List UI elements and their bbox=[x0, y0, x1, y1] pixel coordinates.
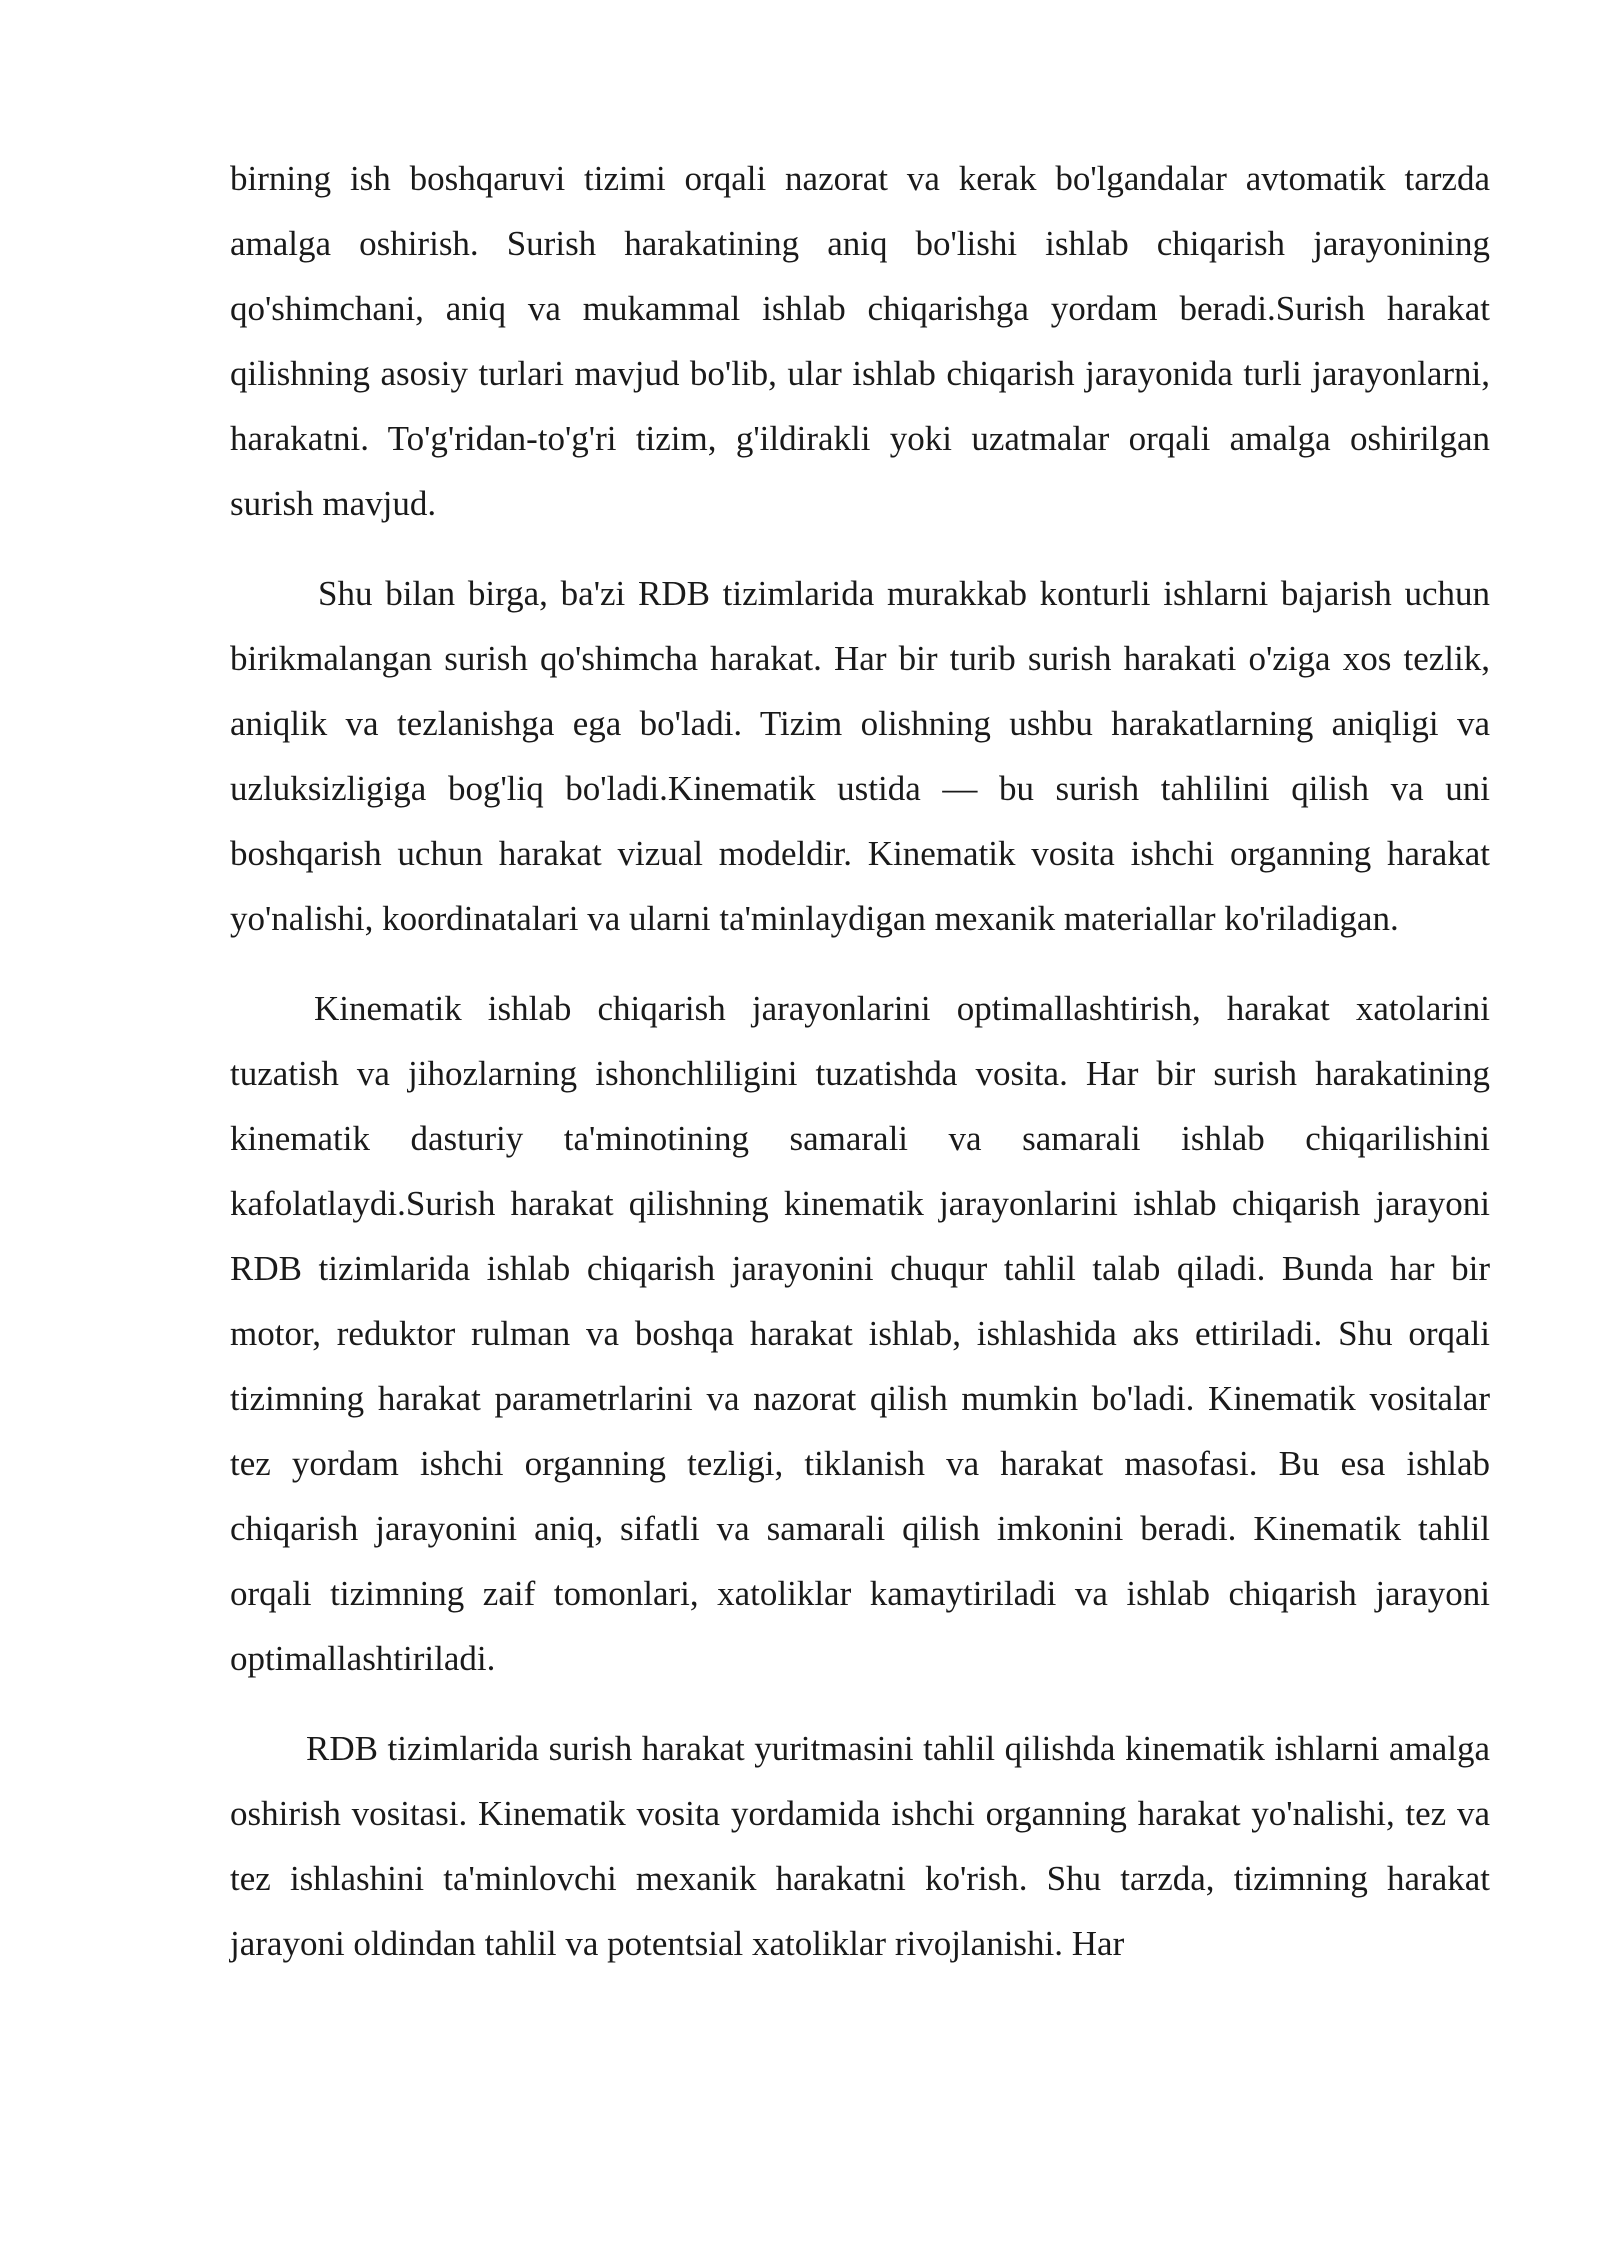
paragraph: RDB tizimlarida surish harakat yuritmasini tahlil qilishda kinematik ishlarni amalga oshirish vositasi. Kinematik vosita yordamida ishchi organning harakat yo'nalishi, tez va tez ishlashini ta'minlovchi mexanik harakatni ko'rish. Shu tarzda, tizimning harakat jarayoni oldindan tahlil va potentsial xatoliklar rivojlanishi. Har bbox=[230, 1729, 1490, 1963]
paragraph: Kinematik ishlab chiqarish jarayonlarini optimallashtirish, harakat xatolarini tuzatish va jihozlarning ishonchliligini tuzatishda vosita. Har bir surish harakatining kinematik dasturiy ta'minotining samarali va samarali ishlab chiqarilishini kafolatlaydi.Surish harakat qilishning kinematik jarayonlarini ishlab chiqarish jarayoni RDB tizimlarida ishlab chiqarish jarayonini chuqur tahlil talab qiladi. Bunda har bir motor, reduktor rulman va boshqa harakat ishlab, ishlashida aks ettiriladi. Shu orqali tizimning harakat parametrlarini va nazorat qilish mumkin bo'ladi. Kinematik vositalar tez yordam ishchi organning tezligi, tiklanish va harakat masofasi. Bu esa ishlab chiqarish jarayonini aniq, sifatli va samarali qilish imkonini beradi. Kinematik tahlil orqali tizimning zaif tomonlari, xatoliklar kamaytiriladi va ishlab chiqarish jarayoni optimallashtiriladi. bbox=[230, 989, 1490, 1678]
paragraph: birning ish boshqaruvi tizimi orqali nazorat va kerak bo'lgandalar avtomatik tarzda amalga oshirish. Surish harakatining aniq bo'lishi ishlab chiqarish jarayonining qo'shimchani, aniq va mukammal ishlab chiqarishga yordam beradi.Surish harakat qilishning asosiy turlari mavjud bo'lib, ular ishlab chiqarish jarayonida turli jarayonlarni, harakatni. To'g'ridan-to'g'ri tizim, g'ildirakli yoki uzatmalar orqali amalga oshirilgan surish mavjud. bbox=[230, 159, 1490, 523]
paragraph: Shu bilan birga, ba'zi RDB tizimlarida murakkab konturli ishlarni bajarish uchun birikmalangan surish qo'shimcha harakat. Har bir turib surish harakati o'ziga xos tezlik, aniqlik va tezlanishga ega bo'ladi. Tizim olishning ushbu harakatlarning aniqligi va uzluksizligiga bog'liq bo'ladi.Kinematik ustida — bu surish tahlilini qilish va uni boshqarish uchun harakat vizual modeldir. Kinematik vosita ishchi organning harakat yo'nalishi, koordinatalari va ularni ta'minlaydigan mexanik materiallar ko'riladigan. bbox=[230, 574, 1490, 938]
document-body bbox=[230, 146, 1490, 2001]
